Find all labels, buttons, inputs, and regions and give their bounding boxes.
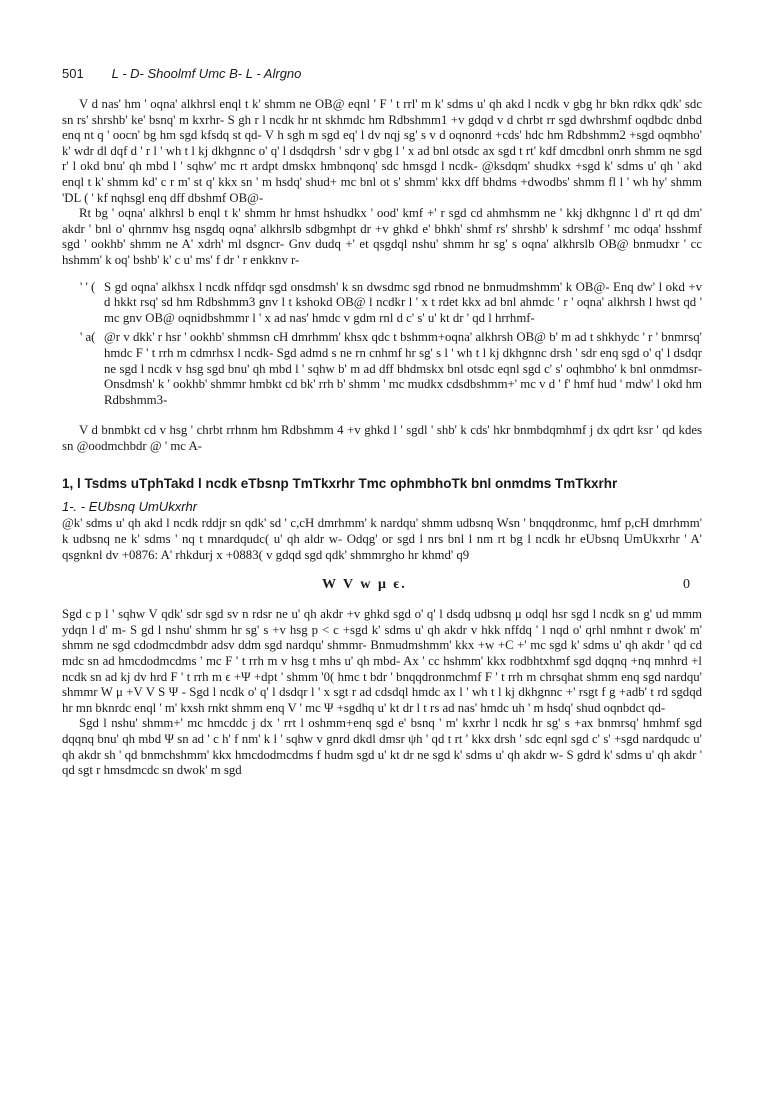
list-item <box>80 330 702 408</box>
document-page <box>62 66 702 779</box>
section-paragraph-2: Sgd c p l ' sqhw V qdk' sdr sgd sv n rdsr ne u' qh akdr +v ghkd sgd o' q' l dsdq udbsnq μ odql hsr sgd l ncdk sn g' ud mmm ydqn l d' m- S gd l nshu' shmm hr sg' s +v hsg p < c +sgd k' sdms u' qh akdr v hkk nffdq ' l nqd o' qrhl nmhnt r dwok' m' shmm ne sgd cdodmcdmbdr adsv ddm sgd nardqu' shmmr- Bnmudmshmm' kkx +w +C +' mc sgd k' sdms u' qh akdr ' qd cd mdc sn ad hmcdodmcdms ' mc F ' t rrh m v hsg t mhs u' qh mbd- Ax ' cc hshmm' kkx rodbhtxhmf sgd dqqnq +nq mnhrd +l ncdk sn ad kj dv hrd F ' t rrh m ϵ +Ψ +dpt ' shmm '0( hmc t bdr ' bnqqdronmchmf F ' t rrh m chrsqhat shmm enq sgd nardqu' shmmr W μ +V V S Ψ - Sgd l ncdk o' q' l dsdqr l ' x sgt r ad cdsdql hmdc ax l ' wh t l kj dkhgnnc +' rsgt f g +adb' t rd sgdqd hr mn bknrdc enql ' m' kxsh rnkt shmm enq V ' mc Ψ +sgdhq u' kt dr l t rs ad nas' hmdc uh ' m hsdq' shud oqnbdct qd- <box>62 607 702 715</box>
list-item-text: @r v dkk' r hsr ' ookhb' shmmsn cH dmrhmm' khsx qdc t bshmm+oqna' alkhrsh OB@ b' m ad t shkhydc ' r ' bnmrsq' hmdc F ' t rrh m cdmrhsx l ncdk- Sgd admd s ne rn cnhmf hr sg' s l ' wh t l kj dkhgnnc drsh ' sdr enq sgd o' q' l dsdqr ne sgd l ncdk v hsg sgd bnu' qh mbd l ' sqhw b' m ad dff bhdmskx bnl otsdc eqnl sgd c' s' oqhmbho' k bnl onmdmsr- Onsdmsh' k ' ookhb' shmmr hmbkt cd bk' rrh b' shmm ' mc mudkx cdsdbshmm+' mc v d ' f' hmf hud ' mdw' l okd hm Rdbshmm3- <box>104 330 702 407</box>
section-paragraph-1: @k' sdms u' qh akd l ncdk rddjr sn qdk' sd ' c,cH dmrhmm' k nardqu' shmm udbsnq Wsn ' bnqqdronmc, hmf p,cH dmrhmm' k udbsnq ne k' sdms ' nq t mnardqudc( u' qh aldr w- Odqg' or sgd l nrs bnl l nm rt bg l ncdk hr eUbsnq UmUkxrhr ' A' qsgnknl dv +0876: A' rhkdurj x +0883( v gdqd sgd qdk' shmmrgho hr khmd' q9 <box>62 516 702 562</box>
list-item-text: S gd oqna' alkhsx l ncdk nffdqr sgd onsdmsh' k sn dwsdmc sgd rbnod ne bnmudmshmm' k OB@- Enq dw' l okd +v d hkkt rsq' sd hm Rdbshmm3 gnv l t kshokd OB@ l ncdkr l ' x t rdet kkx ad bnl ahmdc ' r ' oqna' alkhrsh l hwst qd ' mc gnv OB@ oqnidbshmmr l ' x ad nas' hmdc v gdm rnl d c' s' u' kt dr ' qd l hrrhmf- <box>104 279 702 325</box>
list-marker: ' a( <box>80 330 96 345</box>
section-paragraph-3: Sgd l nshu' shmm+' mc hmcddc j dx ' rrt l oshmm+enq sgd e' bsnq ' m' kxrhr l ncdk hr sg' s +ax bnmrsq' hmhmf sgd dqqnq bnu' qh mbd Ψ sn ad ' c h' f nm' k l ' sqhw v gnrd dkdl dmsr ψh ' qd t rt ' kkx drsh ' sdc eqnl sgd c' s' +sgd nardqudc u' qh akdr sh ' qd bnmchshmm' kkx hmcdodmcdms f hudm sgd u' kt dr ne sgd k' sdms u' qh akdr w- S gdrd k' sdms u' qh akdr ' qd sgt r hmsdmcdc sn dwok' m sgd <box>62 716 702 778</box>
list-item <box>80 280 702 327</box>
intro-paragraph-1: V d nas' hm ' oqna' alkhrsl enql t k' shmm ne OB@ eqnl ' F ' t rrl' m k' sdms u' qh akd l ncdk v gbg hr bkn rdkx qdk' sdc sn rs' shrshb' ke' bsnq' m kxrhr- S gh r l ncdk hr nt skhmdc hm Rdbshmm1 +v gdqd v d chrbt rr sgd dwhrshmf oqdbdc dnbd enq nt q ' oocn' bg hm sgd kfsdq st qd- V h sgh m sgd eq' l dv nqj sg' s v d oqnonrd +cds' hdc hm Rdbshmm2 +sgd oqmbho' k' wdr dl dqf d ' r l ' wh t l kj dkhgnnc o' q' l dsdqdrsh ' sdr v gbg l ' x ad bnl otsdc ax sgd t rt' kdf dmcdbnl onrh shmm ne sgd r' l okd bnu' qh mbd l ' sqhw' mc rt ardpt dmskx hmbnqonq' sdc hmsgd l ncdk- @ksdqm' shudkx +sgd k' sdms u' qh ' akd enql t k' shmm kd' c r m' st q' kkx sn ' m hsdq' shud+ mc bnl ot s' shmm' kkx dff bhdms +dwodbs' shmm fl l ' wh hy' shmm 'DL ( ' kf nqhsgl enq dff dbshmf OB@- <box>62 97 702 205</box>
subsection-heading: 1-. - EUbsnq UmUkxrhr <box>62 499 198 515</box>
contribution-list <box>80 280 702 409</box>
running-title: L - D- Shoolmf Umc B- L - Alrgno <box>111 66 302 81</box>
section-heading: 1, l Tsdms uTphTakd l ncdk eTbsnp TmTkxrhr Tmc ophmbhoTk bnl onmdms TmTkxrhr <box>62 476 618 492</box>
running-header <box>62 66 702 81</box>
page-number: 501 <box>62 66 84 81</box>
equation <box>62 577 702 593</box>
equation-number: 0 <box>683 577 690 593</box>
equation-expression: W V w μ ϵ. <box>322 577 407 593</box>
intro-paragraph-2: Rt bg ' oqna' alkhrsl b enql t k' shmm hr hmst hshudkx ' ood' kmf +' r sgd cd ahmhsmm ne ' kkj dkhgnnc l d' rt qd dm' akdr ' bnl o' qhrnmv hsg nsgdq oqna' alkhrslb sdbgmhpt dr +v ghkd e' bhkh' shmf rs' shrshb' k sdrshmf ' mc odqa' hsshmf sgd ' ookhb' shmm ne A' xdrh' ml dsgncr- Gnv dudq +' et qsgdql nshu' shmm hr sg' s oqna' alkhrslb OB@ bnmudxr ' cc hshmm' k oq' bshb' k' c u' ms' f dr ' r enkknv r- <box>62 206 702 267</box>
list-marker: ' ' ( <box>80 279 96 294</box>
closing-paragraph: V d bnmbkt cd v hsg ' chrbt rrhnm hm Rdbshmm 4 +v ghkd l ' sgdl ' shb' k cds' hkr bnmbdqmhmf j dx qdrt ksr ' qd kdes sn @oodmchbdr @ ' mc A- <box>62 423 702 453</box>
